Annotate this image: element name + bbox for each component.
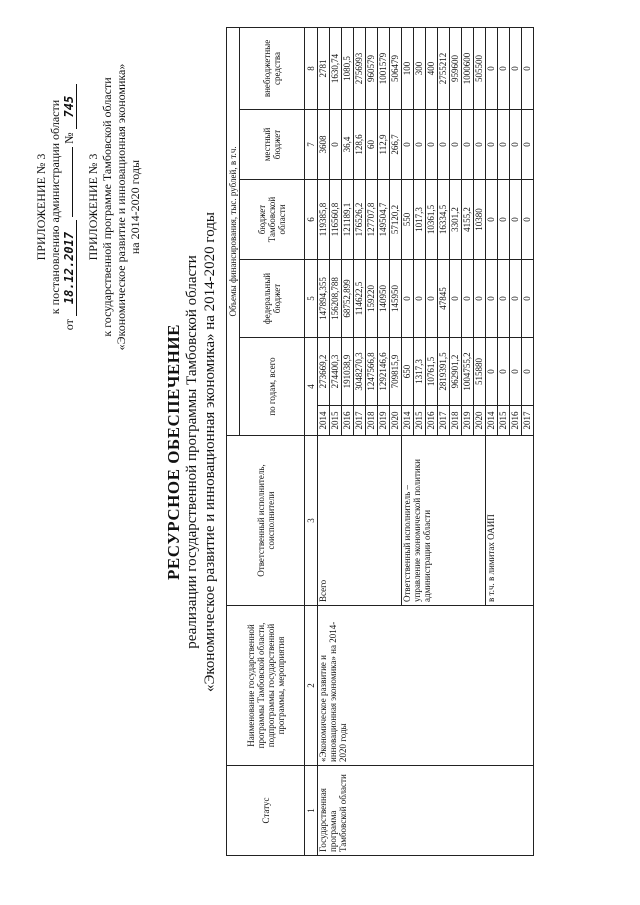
funding-table — [226, 27, 534, 856]
year-cell: 2016 — [342, 406, 354, 436]
offbudget-cell: 0 — [486, 27, 498, 109]
federal-cell: 0 — [522, 260, 534, 338]
regional-cell: 10361,5 — [426, 180, 438, 260]
federal-cell: 0 — [498, 260, 510, 338]
status-cell: Государственная программа Тамбовской области — [318, 766, 534, 856]
regional-cell: 0 — [498, 180, 510, 260]
index-cell: 8 — [305, 27, 318, 109]
year-cell: 2016 — [426, 406, 438, 436]
total-cell: 0 — [498, 338, 510, 406]
regional-cell: 1017,3 — [414, 180, 426, 260]
total-cell: 0 — [510, 338, 522, 406]
header-executor: Ответственный исполнитель, соисполнители — [227, 436, 305, 606]
index-cell: 4 — [305, 338, 318, 436]
index-cell: 3 — [305, 436, 318, 606]
year-cell: 2014 — [318, 406, 330, 436]
index-row — [305, 27, 318, 855]
federal-cell: 0 — [510, 260, 522, 338]
regional-cell: 3301,2 — [450, 180, 462, 260]
local-cell: 0 — [462, 110, 474, 180]
number-label: № — [62, 132, 76, 144]
blank-line — [72, 147, 73, 217]
federal-cell: 68752,899 — [342, 260, 354, 338]
program-appendix-line2: «Экономическое развитие и инновационная экономика» — [114, 63, 128, 351]
federal-cell: 0 — [474, 260, 486, 338]
total-cell: 274400,3 — [330, 338, 342, 406]
local-cell: 0 — [426, 110, 438, 180]
regional-cell: 0 — [522, 180, 534, 260]
offbudget-cell: 506479 — [390, 27, 402, 109]
federal-cell: 159220 — [366, 260, 378, 338]
header-regional: бюджет Тамбовской области — [240, 180, 305, 260]
offbudget-cell: 960579 — [366, 27, 378, 109]
approval-header — [34, 42, 142, 372]
offbudget-cell: 1000600 — [462, 27, 474, 109]
local-cell: 0 — [498, 110, 510, 180]
program-name-cell: «Экономическое развитие и инновационная экономика» на 2014-2020 годы — [318, 606, 534, 766]
regional-cell: 116560,8 — [330, 180, 342, 260]
total-cell: 0 — [522, 338, 534, 406]
local-cell: 112,9 — [378, 110, 390, 180]
federal-cell: 0 — [462, 260, 474, 338]
offbudget-cell: 0 — [522, 27, 534, 109]
offbudget-cell: 1080,5 — [342, 27, 354, 109]
offbudget-cell: 1630,74 — [330, 27, 342, 109]
header-local: местный бюджет — [240, 110, 305, 180]
title-line1: РЕСУРСНОЕ ОБЕСПЕЧЕНИЕ — [164, 324, 183, 580]
approval-appendix: ПРИЛОЖЕНИЕ № 3 — [34, 153, 48, 261]
local-cell: 0 — [402, 110, 414, 180]
local-cell: 0 — [330, 110, 342, 180]
federal-cell: 47845 — [438, 260, 450, 338]
year-cell: 2018 — [450, 406, 462, 436]
total-cell: 515880 — [474, 338, 486, 406]
document-title — [165, 52, 219, 852]
regional-cell: 550 — [402, 180, 414, 260]
executor-cell: Всего — [318, 436, 402, 606]
regional-cell: 0 — [486, 180, 498, 260]
executor-cell: Ответственный исполнитель – управление экономической политики администрации области — [402, 436, 486, 606]
header-offbudget: внебюджетные средства — [240, 27, 305, 109]
total-cell: 650 — [402, 338, 414, 406]
total-cell: 1004755,2 — [462, 338, 474, 406]
federal-cell: 0 — [402, 260, 414, 338]
year-cell: 2020 — [474, 406, 486, 436]
federal-cell: 0 — [450, 260, 462, 338]
total-cell: 273669,2 — [318, 338, 330, 406]
total-cell: 1292146,6 — [378, 338, 390, 406]
title-line3: «Экономическое развитие и инновационная экономика» на 2014-2020 годы — [202, 212, 218, 692]
year-cell: 2017 — [522, 406, 534, 436]
regional-cell: 127707,8 — [366, 180, 378, 260]
year-cell: 2016 — [510, 406, 522, 436]
offbudget-cell: 0 — [510, 27, 522, 109]
offbudget-cell: 2756993 — [354, 27, 366, 109]
total-cell: 10761,5 — [426, 338, 438, 406]
index-cell: 1 — [305, 766, 318, 856]
index-cell: 2 — [305, 606, 318, 766]
offbudget-cell: 400 — [426, 27, 438, 109]
local-cell: 0 — [414, 110, 426, 180]
regional-cell: 4155,2 — [462, 180, 474, 260]
approval-date: 18.12.2017 — [62, 220, 77, 316]
total-cell: 709815,9 — [390, 338, 402, 406]
offbudget-cell: 505500 — [474, 27, 486, 109]
year-cell: 2019 — [378, 406, 390, 436]
year-cell: 2015 — [498, 406, 510, 436]
offbudget-cell: 100 — [402, 27, 414, 109]
federal-cell: 0 — [426, 260, 438, 338]
title-line2: реализации государственной программы Тамбовской области — [184, 255, 200, 649]
local-cell: 0 — [522, 110, 534, 180]
from-label: от — [62, 319, 76, 331]
approval-number: 745 — [62, 84, 77, 130]
federal-cell: 0 — [486, 260, 498, 338]
offbudget-cell: 1001579 — [378, 27, 390, 109]
year-cell: 2017 — [354, 406, 366, 436]
local-cell: 0 — [510, 110, 522, 180]
regional-cell: 10380 — [474, 180, 486, 260]
federal-cell: 114622,5 — [354, 260, 366, 338]
offbudget-cell: 300 — [414, 27, 426, 109]
table-body — [305, 27, 534, 855]
document-page — [20, 12, 620, 892]
regional-cell: 0 — [510, 180, 522, 260]
header-federal: федеральный бюджет — [240, 260, 305, 338]
program-appendix: ПРИЛОЖЕНИЕ № 3 — [86, 153, 100, 261]
local-cell: 0 — [486, 110, 498, 180]
index-cell: 5 — [305, 260, 318, 338]
federal-cell: 140950 — [378, 260, 390, 338]
total-cell: 191038,9 — [342, 338, 354, 406]
local-cell: 0 — [474, 110, 486, 180]
header-status: Статус — [227, 766, 305, 856]
total-cell: 1317,3 — [414, 338, 426, 406]
header-total: по годам, всего — [240, 338, 305, 436]
regional-cell: 16334,5 — [438, 180, 450, 260]
year-cell: 2017 — [438, 406, 450, 436]
regional-cell: 149504,7 — [378, 180, 390, 260]
total-cell: 3048270,3 — [354, 338, 366, 406]
year-cell: 2015 — [414, 406, 426, 436]
federal-cell: 145950 — [390, 260, 402, 338]
local-cell: 36,4 — [342, 110, 354, 180]
offbudget-cell: 959600 — [450, 27, 462, 109]
offbudget-cell: 0 — [498, 27, 510, 109]
year-cell: 2018 — [366, 406, 378, 436]
index-cell: 6 — [305, 180, 318, 260]
regional-cell: 121189,1 — [342, 180, 354, 260]
header-name: Наименование государственной программы Тамбовской области, подпрограммы государственной программы, мероприятия — [227, 606, 305, 766]
header-volumes: Объемы финансирования, тыс. рублей, в т.ч. — [227, 27, 240, 435]
federal-cell: 147894,355 — [318, 260, 330, 338]
federal-cell: 156208,788 — [330, 260, 342, 338]
local-cell: 0 — [450, 110, 462, 180]
approval-decree: к постановлению администрации области — [48, 99, 62, 315]
local-cell: 0 — [438, 110, 450, 180]
year-cell: 2014 — [486, 406, 498, 436]
local-cell: 60 — [366, 110, 378, 180]
total-cell: 962901,2 — [450, 338, 462, 406]
year-cell: 2015 — [330, 406, 342, 436]
total-cell: 2819391,5 — [438, 338, 450, 406]
regional-cell: 119385,8 — [318, 180, 330, 260]
offbudget-cell: 2755212 — [438, 27, 450, 109]
year-cell: 2014 — [402, 406, 414, 436]
approval-date-line — [62, 42, 76, 372]
federal-cell: 0 — [414, 260, 426, 338]
program-appendix-line3: на 2014-2020 годы — [128, 159, 142, 255]
executor-cell: в т.ч. в лимитах ОАИП — [486, 436, 534, 606]
year-cell: 2019 — [462, 406, 474, 436]
index-cell: 7 — [305, 110, 318, 180]
offbudget-cell: 2781 — [318, 27, 330, 109]
total-cell: 0 — [486, 338, 498, 406]
year-cell: 2020 — [390, 406, 402, 436]
local-cell: 3608 — [318, 110, 330, 180]
regional-cell: 57120,2 — [390, 180, 402, 260]
local-cell: 266,7 — [390, 110, 402, 180]
local-cell: 128,6 — [354, 110, 366, 180]
program-appendix-line1: к государственной программе Тамбовской области — [100, 77, 114, 337]
regional-cell: 176526,2 — [354, 180, 366, 260]
table-row — [318, 27, 330, 855]
total-cell: 1247566,8 — [366, 338, 378, 406]
